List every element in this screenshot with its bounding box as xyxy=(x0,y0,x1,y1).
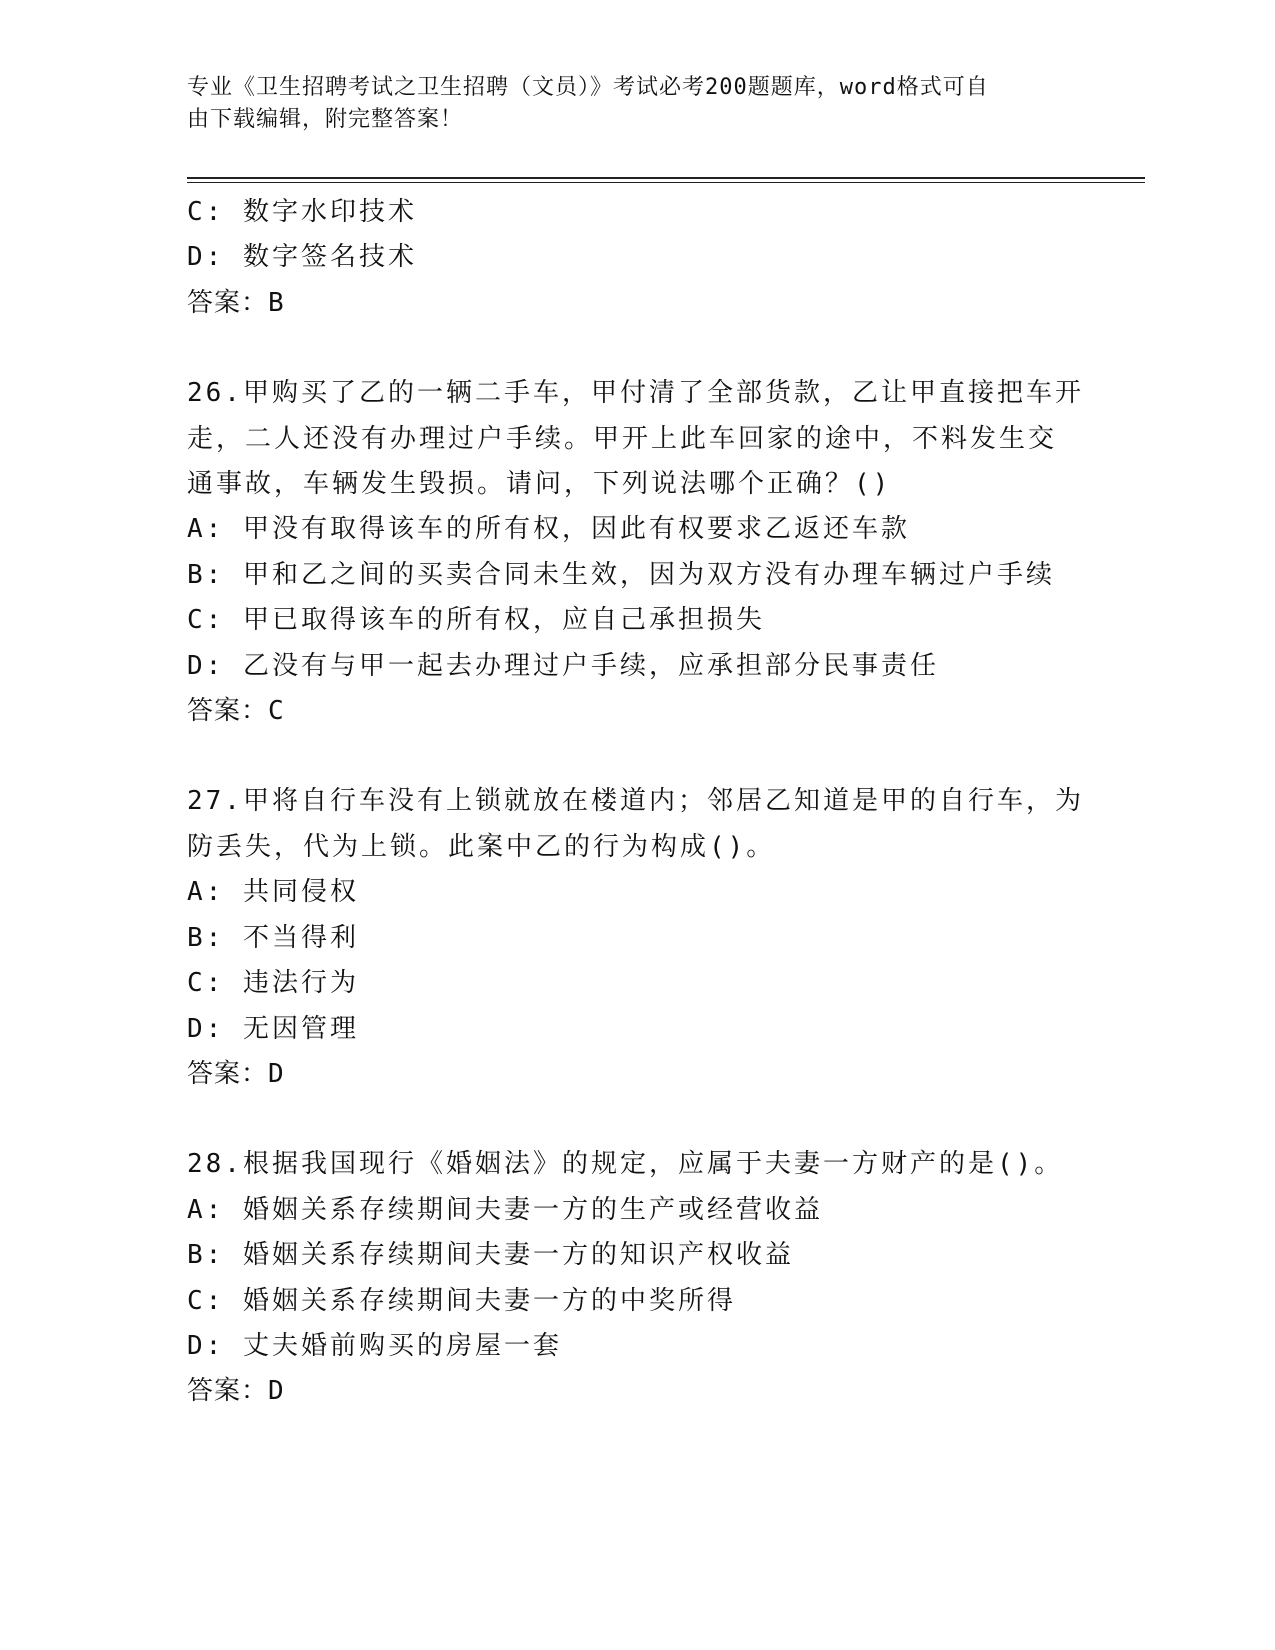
option-c: C: 违法行为 xyxy=(187,968,359,999)
option-b: B: 甲和乙之间的买卖合同未生效，因为双方没有办理车辆过户手续 xyxy=(187,559,1055,590)
option-d: D: 丈夫婚前购买的房屋一套 xyxy=(187,1330,562,1361)
option-c: C: 甲已取得该车的所有权，应自己承担损失 xyxy=(187,605,765,636)
option-b: B: 不当得利 xyxy=(187,922,359,953)
option-c: C: 婚姻关系存续期间夫妻一方的中奖所得 xyxy=(187,1285,736,1316)
question-27 xyxy=(187,779,1087,1097)
question-list xyxy=(187,190,1087,1415)
header-line-2: 由下载编辑，附完整答案！ xyxy=(187,107,464,132)
answer-line: 答案：B xyxy=(187,287,285,318)
question-text-line: 28.根据我国现行《婚姻法》的规定，应属于夫妻一方财产的是()。 xyxy=(187,1149,1064,1180)
question-prev-tail xyxy=(187,190,1087,326)
option-a: A: 共同侵权 xyxy=(187,877,359,908)
answer-line: 答案：D xyxy=(187,1376,285,1407)
question-text-line: 走，二人还没有办理过户手续。甲开上此车回家的途中，不料发生交 xyxy=(187,423,1058,454)
option-c: C: 数字水印技术 xyxy=(187,197,417,227)
option-a: A: 婚姻关系存续期间夫妻一方的生产或经营收益 xyxy=(187,1194,823,1225)
header-line-1: 专业《卫生招聘考试之卫生招聘（文员）》考试必考200题题库，word格式可自 xyxy=(187,75,989,100)
question-text-line: 防丢失，代为上锁。此案中乙的行为构成()。 xyxy=(187,831,776,862)
question-text-line: 27.甲将自行车没有上锁就放在楼道内；邻居乙知道是甲的自行车，为 xyxy=(187,786,1084,817)
question-text-line: 通事故，车辆发生毁损。请问，下列说法哪个正确？() xyxy=(187,469,892,500)
header-divider-thin xyxy=(187,182,1145,183)
option-d: D: 无因管理 xyxy=(187,1013,359,1044)
header-divider-thick xyxy=(187,177,1145,179)
question-text-line: 26.甲购买了乙的一辆二手车，甲付清了全部货款，乙让甲直接把车开 xyxy=(187,378,1084,409)
question-28 xyxy=(187,1142,1087,1414)
document-header xyxy=(187,72,1067,136)
question-26 xyxy=(187,371,1087,734)
option-a: A: 甲没有取得该车的所有权，因此有权要求乙返还车款 xyxy=(187,514,910,545)
answer-line: 答案：C xyxy=(187,696,285,727)
option-b: B: 婚姻关系存续期间夫妻一方的知识产权收益 xyxy=(187,1240,794,1271)
answer-line: 答案：D xyxy=(187,1058,285,1089)
option-d: D: 乙没有与甲一起去办理过户手续，应承担部分民事责任 xyxy=(187,650,939,681)
option-d: D: 数字签名技术 xyxy=(187,242,417,273)
